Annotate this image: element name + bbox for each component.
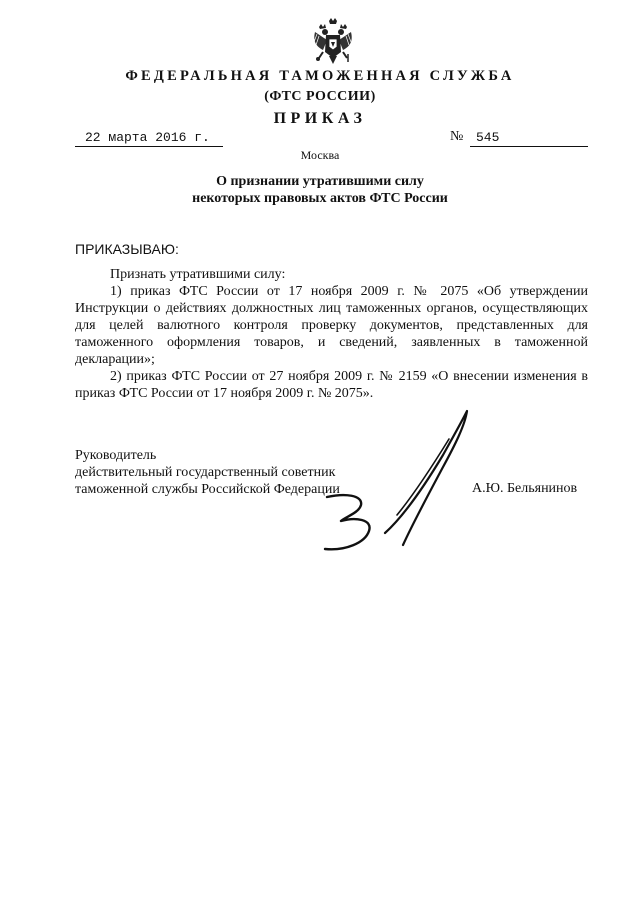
document-date: 22 марта 2016 г.: [75, 130, 223, 147]
document-number-label: №: [450, 129, 464, 144]
document-type: ПРИКАЗ: [273, 110, 367, 127]
signatory-name: А.Ю. Бельянинов: [472, 481, 578, 496]
body-intro: Признать утратившими силу:: [110, 267, 286, 282]
document-number: 545: [470, 130, 588, 147]
coat-of-arms-icon: [311, 18, 355, 64]
document-city: Москва: [300, 148, 340, 162]
body-item-2: 2) приказ ФТС России от 27 ноября 2009 г. № 2159 «О внесении изменения в приказ ФТС России от 17 ноября 2009 г. № 2075».: [75, 369, 588, 401]
organization-abbreviation: (ФТС РОССИИ): [264, 89, 376, 104]
document-body: [75, 266, 588, 402]
position-line-1: Руководитель: [75, 448, 157, 463]
document-title: [0, 173, 640, 207]
organization-name: ФЕДЕРАЛЬНАЯ ТАМОЖЕННАЯ СЛУЖБА: [125, 68, 515, 84]
position-line-3: таможенной службы Российской Федерации: [75, 482, 340, 497]
signatory-position: [75, 447, 340, 498]
title-line-1: О признании утратившими силу: [216, 174, 424, 189]
body-item-1: 1) приказ ФТС России от 17 ноября 2009 г. № 2075 «Об утверждении Инструкции о действиях должностных лиц таможенных органов, осуществляющих для целей валютного контроля проверку документов, представленных для таможенного оформления товаров, и сведений, заявленных в таможенной декларации»;: [75, 284, 588, 367]
position-line-2: действительный государственный советник: [75, 465, 336, 480]
order-word: ПРИКАЗЫВАЮ:: [75, 241, 179, 257]
handwritten-signature-icon: [315, 405, 475, 555]
title-line-2: некоторых правовых актов ФТС России: [192, 191, 448, 206]
